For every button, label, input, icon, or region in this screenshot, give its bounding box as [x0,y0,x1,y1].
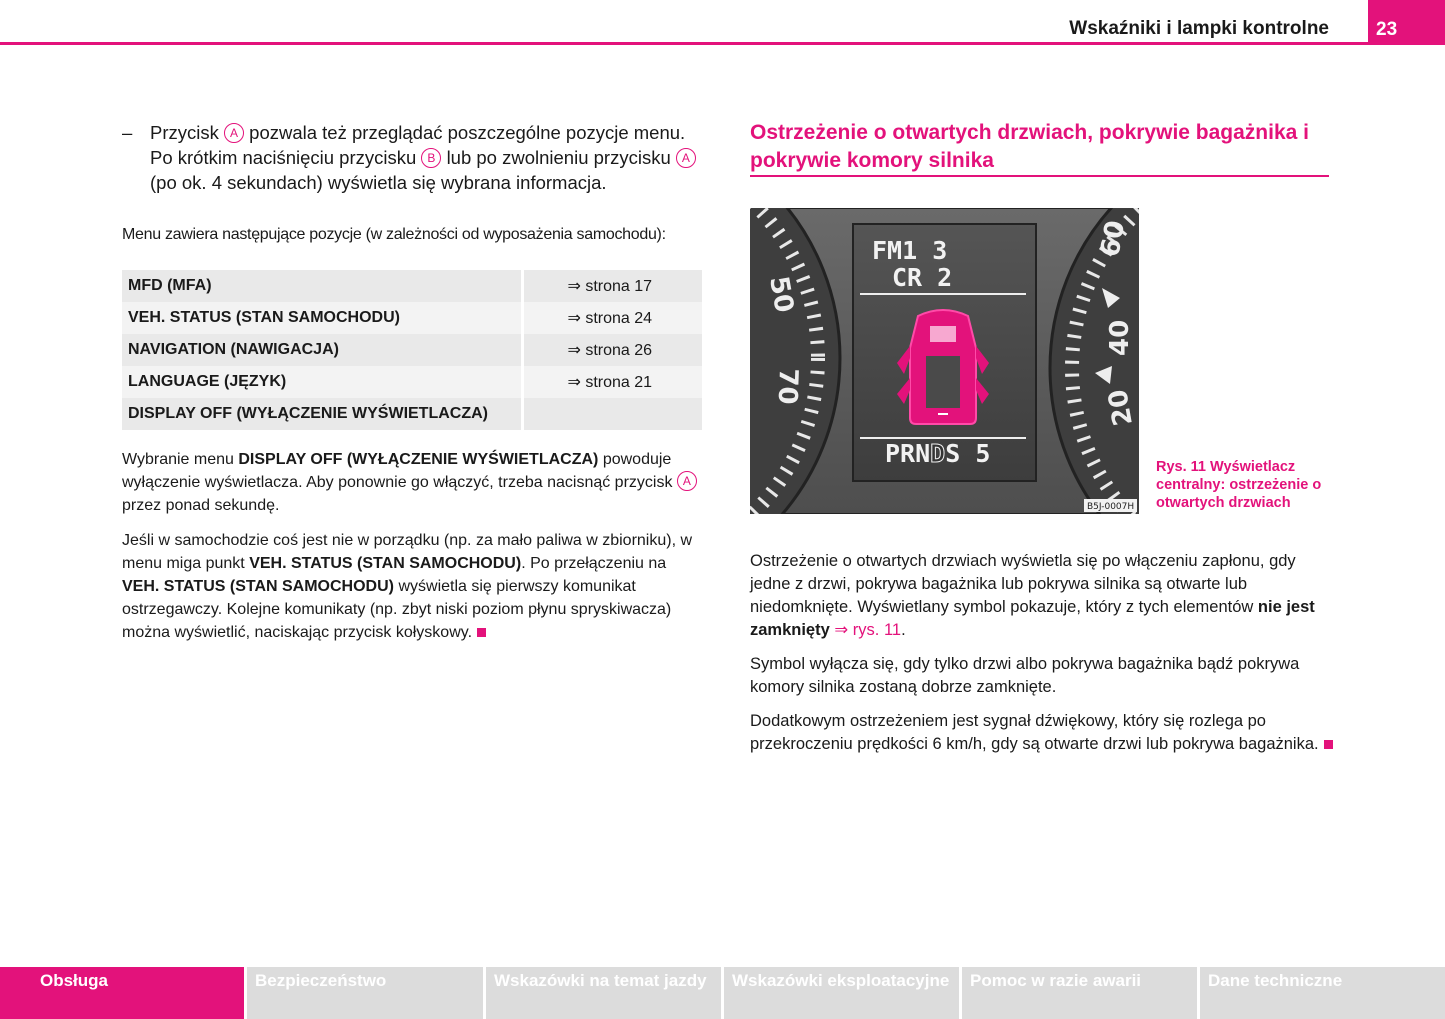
end-of-section-marker [1324,740,1333,749]
tab-pomoc-awarii[interactable]: Pomoc w razie awarii [962,967,1197,1019]
menu-item-name: MFD (MFA) [122,270,522,302]
table-row [122,270,702,302]
bullet-dash: – [122,122,133,143]
end-of-section-marker [477,628,486,637]
instrument-cluster-figure [750,208,1139,514]
menu-item-name: DISPLAY OFF (WYŁĄCZENIE WYŚWIETLACZA) [122,398,522,430]
bullet-text-4: (po ok. 4 sekundach) wyświetla się wybrana informacja. [150,172,607,193]
figure-caption: Rys. 11 Wyświetlacz centralny: ostrzeżenie o otwartych drzwiach [1156,459,1322,511]
para-text: Ostrzeżenie o otwartych drzwiach wyświetla się po włączeniu zapłonu, gdy jedne z drzwi, pokrywa bagażnika lub pokrywa silnika są otwarte lub niedomknięte. Wyświetlany symbol pokazuje, który z tych elementów [750,552,1296,616]
table-row [122,302,702,334]
menu-item-ref: ⇒ strona 26 [522,334,702,366]
menu-item-name: VEH. STATUS (STAN SAMOCHODU) [122,302,522,334]
acoustic-warning-paragraph [750,710,1334,756]
tab-dane-techniczne[interactable]: Dane techniczne [1200,967,1445,1019]
display-off-paragraph [122,448,706,517]
button-a-marker: A [224,123,244,143]
right-gauge-label: 40 [1105,319,1135,356]
section-rule [750,175,1329,177]
table-row [122,398,702,430]
menu-item-name: NAVIGATION (NAWIGACJA) [122,334,522,366]
menu-table [122,270,702,430]
right-gauge-label: 60 [1095,218,1132,260]
menu-item-ref: ⇒ strona 24 [522,302,702,334]
para-text: . Po przełączeniu na [521,555,667,572]
table-row [122,366,702,398]
left-gauge-label: 70 [771,367,803,405]
button-a-marker: A [676,148,696,168]
para-bold: nie jest zamknięty [750,598,1315,639]
gear-selected: D [930,439,946,468]
symbol-off-paragraph: Symbol wyłącza się, gdy tylko drzwi albo pokrywa bagażnika bądź pokrywa komory silnika zostaną dobrze zamknięte. [750,655,1300,696]
bullet-item [122,120,702,195]
button-a-marker: A [677,471,697,491]
para-bold: DISPLAY OFF (WYŁĄCZENIE WYŚWIETLACZA) [238,451,599,468]
para-text: Wybranie menu [122,451,234,468]
para-text: . [901,621,906,639]
table-row [122,334,702,366]
tab-wskazowki-jazdy[interactable]: Wskazówki na temat jazdy [486,967,721,1019]
para-text: powoduje wyłączenie wyświetlacza. Aby ponownie go włączyć, trzeba nacisnąć przycisk [122,451,673,491]
gear-after: S 5 [945,439,991,468]
display-gear-line [885,439,990,468]
figure-code: B5J-0007H [1087,502,1135,512]
gear-before: PRN [885,439,931,468]
para-text: wyświetla się pierwszy komunikat ostrzegawczy. Kolejne komunikaty (np. zbyt niski poziom płynu spryskiwacza) można wyświetlić, naciskając przycisk kołyskowy. [122,578,672,641]
para-text: Dodatkowym ostrzeżeniem jest sygnał dźwiękowy, który się rozlega po przekroczeniu prędkości 6 km/h, gdy są otwarte drzwi lub pokrywa bagażnika. [750,712,1319,753]
bullet-text-1: Przycisk [150,122,219,143]
header-rule [0,42,1445,45]
display-radio-line: CR 2 [892,263,953,292]
menu-intro: Menu zawiera następujące pozycje (w zależności od wyposażenia samochodu): [122,226,666,243]
veh-status-paragraph [122,529,706,644]
right-gauge-label: 20 [1103,387,1139,428]
display-radio-line: FM1 3 [872,236,948,265]
page-header-title: Wskaźniki i lampki kontrolne [1069,18,1329,39]
left-gauge-label: 50 [763,274,799,315]
menu-item-ref [522,398,702,430]
para-text: Jeśli w samochodzie coś jest nie w porządku (np. za mało paliwa w zbiorniku), w menu miga punkt [122,532,693,572]
button-b-marker: B [421,148,441,168]
footer-nav [0,967,1445,1019]
bullet-text-3: lub po zwolnieniu przycisku [446,147,671,168]
menu-item-ref: ⇒ strona 21 [522,366,702,398]
menu-item-ref: ⇒ strona 17 [522,270,702,302]
tab-bezpieczenstwo[interactable]: Bezpieczeństwo [247,967,483,1019]
para-bold: VEH. STATUS (STAN SAMOCHODU) [249,555,522,572]
menu-item-name: LANGUAGE (JĘZYK) [122,366,522,398]
figure-reference-link[interactable]: ⇒ rys. 11 [834,621,902,639]
instrument-cluster-illustration [750,208,1139,514]
para-bold: VEH. STATUS (STAN SAMOCHODU) [122,578,394,595]
tab-wskazowki-eksploatacyjne[interactable]: Wskazówki eksploatacyjne [724,967,959,1019]
section-title: Ostrzeżenie o otwartych drzwiach, pokrywie bagażnika i pokrywie komory silnika [750,121,1309,172]
tab-obsluga[interactable]: Obsługa [0,967,244,1019]
bullet-text-2: pozwala też przeglądać poszczególne pozycje menu. Po krótkim naciśnięciu przycisku [150,122,686,168]
page-number: 23 [1368,0,1445,44]
para-text: przez ponad sekundę. [122,497,280,514]
door-warning-paragraph [750,550,1334,642]
